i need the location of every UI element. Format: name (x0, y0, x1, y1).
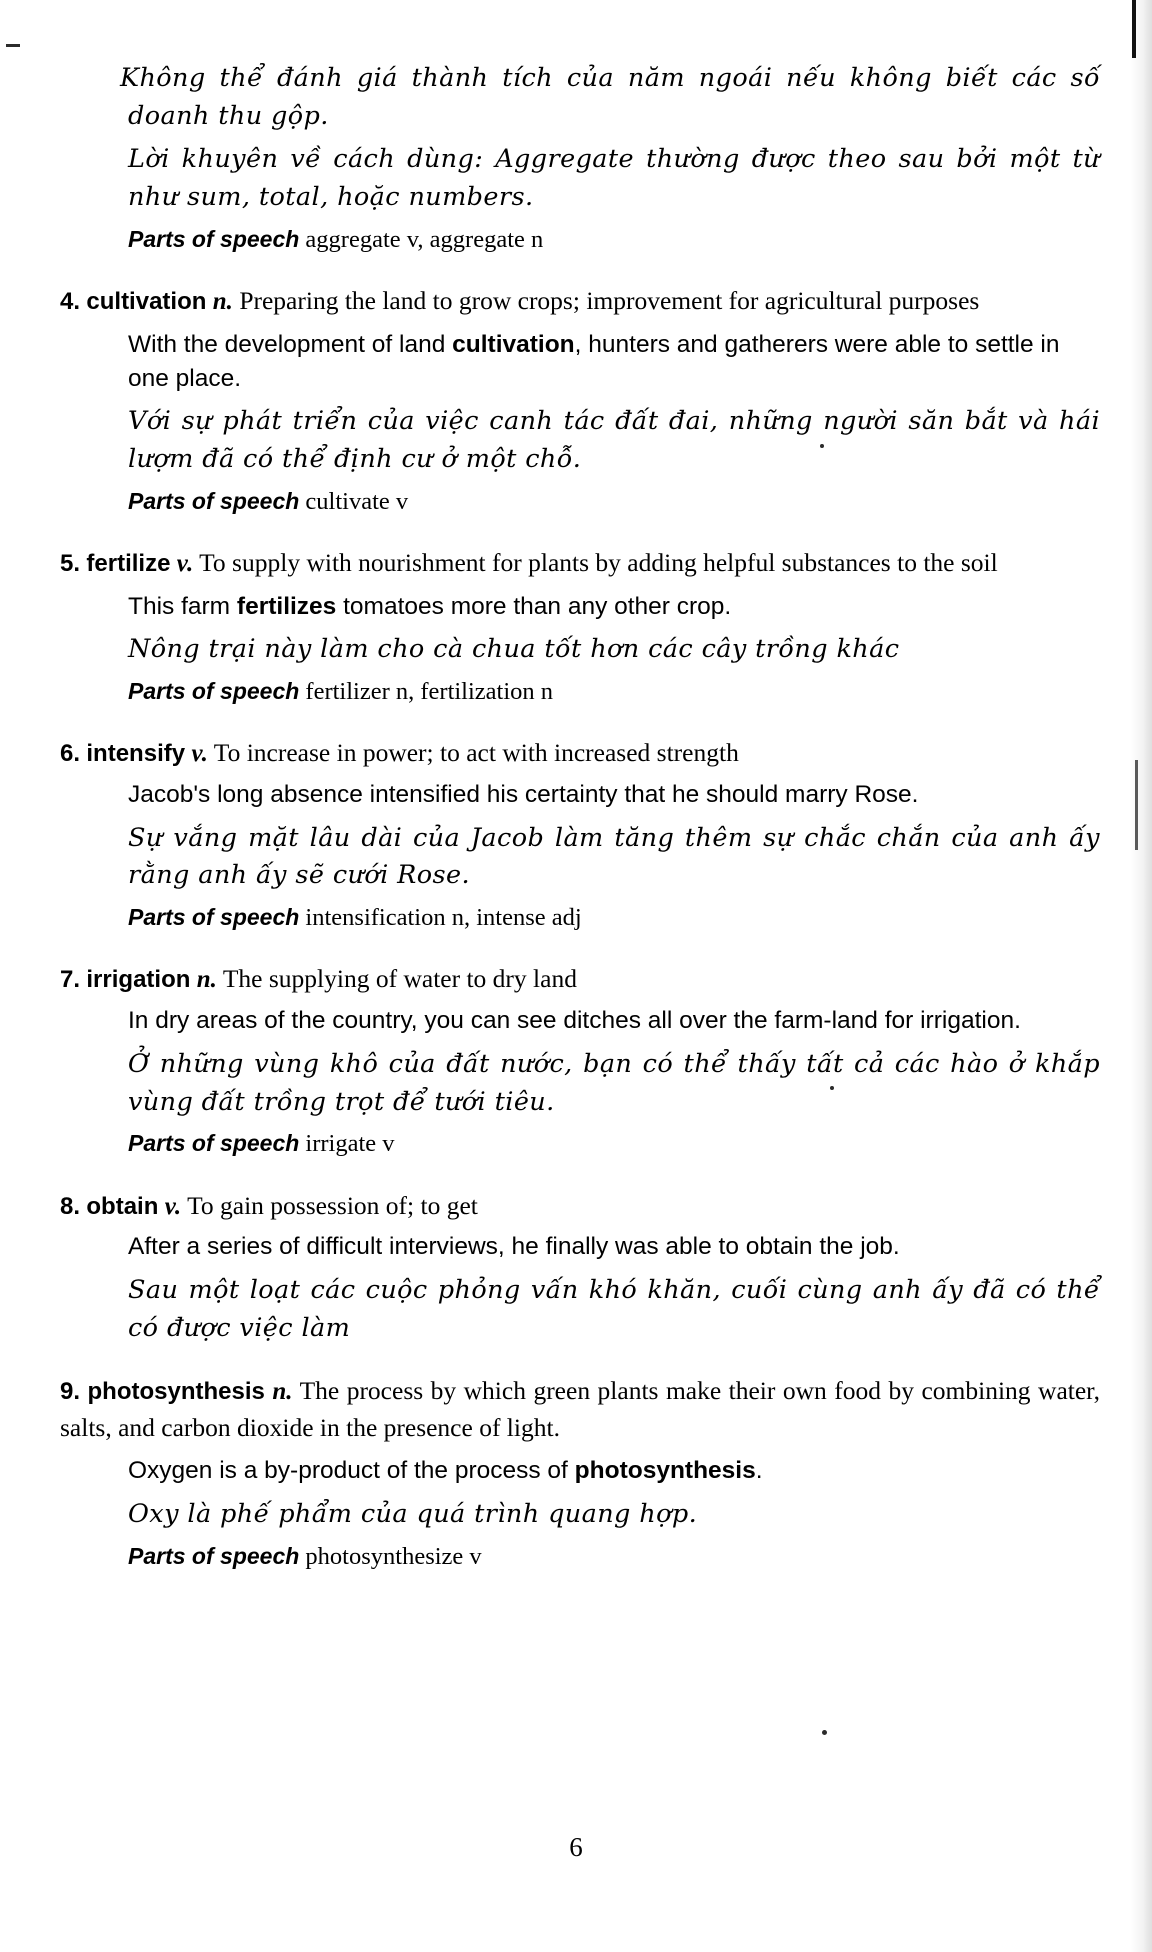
entry-example-pre-9: Oxygen is a by-product of the process of (128, 1457, 575, 1485)
parts-of-speech-text-5: fertilizer n, fertilization n (305, 678, 554, 706)
entry-term-7: irrigation (86, 966, 191, 994)
entry-parts-of-speech-6 (128, 901, 1100, 935)
entry-example-4 (128, 328, 1100, 396)
entry-definition-5: To supply with nourishment for plants by adding helpful substances to the soil (199, 548, 998, 578)
entry-parts-of-speech-4 (128, 485, 1100, 519)
parts-of-speech-text-6: intensification n, intense adj (305, 904, 582, 932)
entry-number-5: 5. (60, 550, 81, 578)
parts-of-speech-text-7: irrigate v (305, 1130, 395, 1158)
top-fragment (60, 60, 1100, 257)
entry-headword-line-4 (60, 283, 1100, 320)
entry-number-9: 9. (60, 1378, 81, 1406)
entry-pos-abbr-7: n. (196, 966, 217, 994)
entry-translation-5: Nông trại này làm cho cà chua tốt hơn các cây trồng khác (128, 634, 900, 665)
usage-advice-text: Aggregate thường được theo sau bởi một từ như sum, total, hoặc numbers. (128, 144, 1100, 213)
entry-parts-of-speech-5 (128, 675, 1100, 709)
entry-pos-abbr-5: v. (176, 550, 194, 578)
dictionary-entry-4 (60, 283, 1100, 519)
scan-artifact-left (6, 44, 20, 47)
entry-definition-9: The process by which green plants make their own food by combining water, salts, and carbon dioxide in the presence of light. (60, 1376, 1101, 1442)
parts-of-speech-text-9: photosynthesize v (305, 1542, 482, 1570)
entry-translation-7: Ở những vùng khô của đất nước, bạn có thể thấy tất cả các hào ở khắp vùng đất trồng trọt để tưới tiêu. (128, 1048, 1100, 1117)
entry-definition-7: The supplying of water to dry land (222, 964, 577, 994)
parts-of-speech-label-4: Parts of speech (128, 487, 300, 514)
entry-term-6: intensify (86, 740, 186, 768)
dictionary-entry-8 (60, 1188, 1100, 1348)
entry-definition-4: Preparing the land to grow crops; improvement for agricultural purposes (239, 286, 980, 316)
page-content (60, 60, 1100, 1574)
top-parts-of-speech (128, 223, 1100, 257)
entry-headword-line-6 (60, 735, 1100, 772)
entry-term-9: photosynthesis (87, 1378, 265, 1406)
parts-of-speech-label-6: Parts of speech (128, 904, 300, 931)
entry-definition-8: To gain possession of; to get (187, 1190, 478, 1220)
entry-translation-9: Oxy là phế phẩm của quá trình quang hợp. (128, 1498, 698, 1529)
dictionary-entry-9 (60, 1373, 1100, 1574)
parts-of-speech-label-5: Parts of speech (128, 678, 300, 705)
parts-of-speech-text-4: cultivate v (305, 487, 409, 515)
entry-translation-6: Sự vắng mặt lâu dài của Jacob làm tăng thêm sự chắc chắn của anh ấy rằng anh ấy sẽ cưới Rose. (128, 822, 1100, 891)
parts-of-speech-label-7: Parts of speech (128, 1130, 300, 1157)
scan-shadow-right (1130, 0, 1152, 1952)
entry-example-keyword-5: fertilizes (236, 592, 337, 620)
entry-example-pre-4: With the development of land (128, 330, 453, 358)
scan-artifact-right-mid (1135, 760, 1138, 850)
entry-example-7 (128, 1004, 1100, 1038)
entry-pos-abbr-4: n. (212, 288, 233, 316)
entry-example-post-4: , hunters and gatherers were able to settle in one place. (128, 330, 1060, 392)
dictionary-entry-5 (60, 545, 1100, 709)
entry-example-pre-8: After a series of difficult interviews, he finally was able to obtain the job. (128, 1233, 900, 1261)
entry-example-keyword-4: cultivation (452, 330, 575, 358)
entry-example-pre-6: Jacob's long absence intensified his certainty that he should marry Rose. (128, 780, 919, 808)
entry-example-post-5: tomatoes more than any other crop. (336, 592, 732, 620)
scan-artifact-right-top (1132, 0, 1136, 58)
entry-example-keyword-9: photosynthesis (574, 1457, 756, 1485)
entry-translation-4: Với sự phát triển của việc canh tác đất đai, những người săn bắt và hái lượm đã có thể định cư ở một chỗ. (128, 406, 1100, 475)
entry-pos-abbr-8: v. (164, 1192, 182, 1220)
top-vietnamese-sentence: Không thể đánh giá thành tích của năm ngoái nếu không biết các số doanh thu gộp. (120, 63, 1100, 131)
entry-example-9 (128, 1454, 1100, 1488)
parts-of-speech-label-9: Parts of speech (128, 1542, 300, 1569)
entry-example-5 (128, 590, 1100, 624)
page-number: 6 (569, 1832, 583, 1862)
entry-pos-abbr-6: v. (191, 740, 208, 768)
entry-headword-line-7 (60, 961, 1100, 998)
usage-advice-label: Lời khuyên về cách dùng: (128, 144, 484, 175)
entry-example-pre-7: In dry areas of the country, you can see ditches all over the farm-land for irrigation. (128, 1006, 1021, 1034)
entry-example-pre-5: This farm (128, 592, 237, 620)
parts-of-speech-label: Parts of speech (128, 225, 300, 252)
entry-number-4: 4. (60, 288, 81, 316)
entry-parts-of-speech-9 (128, 1540, 1100, 1574)
entry-headword-line-9 (60, 1373, 1100, 1446)
entry-example-8 (128, 1230, 1100, 1264)
entry-parts-of-speech-7 (128, 1127, 1100, 1161)
entry-pos-abbr-9: n. (272, 1378, 293, 1406)
entry-term-5: fertilize (86, 550, 171, 578)
parts-of-speech-text: aggregate v, aggregate n (305, 225, 544, 253)
entry-example-post-9: . (755, 1457, 763, 1485)
dictionary-entry-6 (60, 735, 1100, 935)
scan-dot-3 (822, 1730, 827, 1735)
entry-translation-8: Sau một loạt các cuộc phỏng vấn khó khăn, cuối cùng anh ấy đã có thể có được việc làm (128, 1274, 1100, 1343)
entry-definition-6: To increase in power; to act with increased strength (213, 738, 739, 768)
dictionary-entry-7 (60, 961, 1100, 1161)
entry-headword-line-8 (60, 1188, 1100, 1225)
entry-number-8: 8. (60, 1192, 81, 1220)
usage-advice-line (128, 141, 1100, 216)
entry-headword-line-5 (60, 545, 1100, 582)
entry-example-6 (128, 778, 1100, 812)
entry-number-6: 6. (60, 740, 81, 768)
entry-term-4: cultivation (86, 288, 207, 316)
entry-term-8: obtain (86, 1192, 159, 1220)
entry-number-7: 7. (60, 966, 81, 994)
